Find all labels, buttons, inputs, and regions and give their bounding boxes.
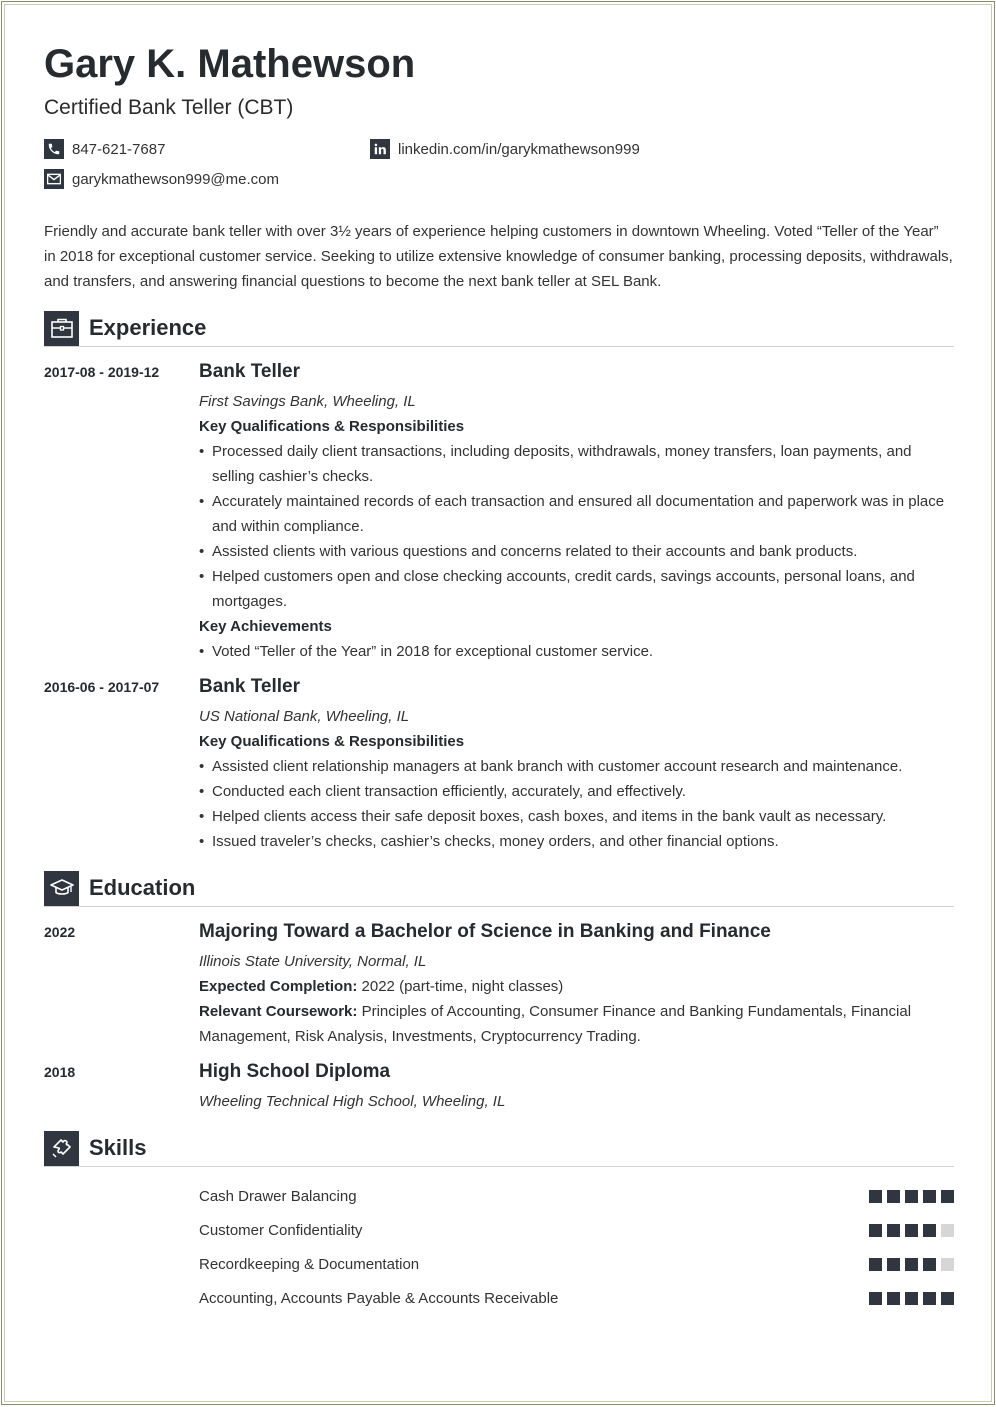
responsibility-list [199,754,954,854]
expected-completion [199,974,954,999]
email-icon [44,169,64,189]
job-employer: US National Bank, Wheeling, IL [199,708,410,725]
candidate-name: Gary K. Mathewson [44,42,416,86]
education-heading: Education [89,875,196,900]
rating-square-filled [905,1258,918,1271]
skill-rating [869,1258,954,1271]
rating-square-filled [887,1292,900,1305]
contact-linkedin [370,139,640,159]
professional-summary: Friendly and accurate bank teller with over 3½ years of experience helping customers in downtown Wheeling. Voted “Teller of the Year” in 2018 for exceptional customer service. Seeking to utilize extensive knowledge of consumer banking, processing deposits, withdrawals, and transfers, and answering financial questions to become the next bank teller at SEL Bank. [44,223,953,290]
candidate-title: Certified Bank Teller (CBT) [44,96,294,119]
job-title: Bank Teller [199,361,301,382]
list-item: • Assisted client relationship managers at bank branch with customer account research and maintenance. [199,754,954,779]
responsibility-list [199,439,954,614]
school-name: Illinois State University, Normal, IL [199,953,427,970]
list-item: • Processed daily client transactions, including deposits, withdrawals, money transfers, loan payments, and selling cashier’s checks. [199,439,954,489]
list-item: • Helped clients access their safe deposit boxes, cash boxes, and items in the bank vault as necessary. [199,804,954,829]
linkedin-icon [370,139,390,159]
rating-square-filled [923,1258,936,1271]
coursework-label: Relevant Coursework: [199,1003,358,1020]
rating-square-filled [887,1258,900,1271]
job-employer: First Savings Bank, Wheeling, IL [199,393,416,410]
skill-name: Cash Drawer Balancing [199,1187,357,1205]
graduation-cap-icon [44,871,79,906]
rating-square-filled [887,1224,900,1237]
job-dates: 2017-08 - 2019-12 [44,364,160,380]
completion-label: Expected Completion: [199,978,358,995]
skill-row [44,1179,954,1213]
skills-heading: Skills [89,1135,147,1160]
education-year: 2018 [44,1064,76,1080]
education-entry [44,1060,954,1114]
rating-square-filled [941,1190,954,1203]
school-name: Wheeling Technical High School, Wheeling, IL [199,1093,506,1110]
completion-value: 2022 (part-time, night classes) [361,978,564,995]
education-section-header [44,870,954,907]
resume-page [1,1,995,1405]
rating-square-filled [923,1292,936,1305]
skill-rating [869,1292,954,1305]
skill-rating [869,1190,954,1203]
list-item: • Accurately maintained records of each transaction and ensured all documentation and paperwork was in place and within compliance. [199,489,954,539]
list-item: • Conducted each client transaction efficiently, accurately, and effectively. [199,779,954,804]
skill-row [44,1213,954,1247]
skill-name: Accounting, Accounts Payable & Accounts Receivable [199,1289,559,1307]
job-dates: 2016-06 - 2017-07 [44,679,160,695]
list-item: • Voted “Teller of the Year” in 2018 for exceptional customer service. [199,639,954,664]
rating-square-filled [869,1258,882,1271]
experience-section-header [44,310,954,347]
achievement-list [199,639,954,664]
experience-entry [44,360,954,664]
skill-rating [869,1224,954,1237]
skill-name: Customer Confidentiality [199,1221,363,1239]
rating-square-filled [923,1224,936,1237]
job-title: Bank Teller [199,676,301,697]
briefcase-icon [44,311,79,346]
skill-row [44,1247,954,1281]
experience-heading: Experience [89,315,207,340]
rating-square-empty [941,1258,954,1271]
list-item: • Assisted clients with various questions and concerns related to their accounts and bank products. [199,539,954,564]
relevant-coursework [199,999,954,1049]
list-item: • Helped customers open and close checking accounts, credit cards, savings accounts, personal loans, and mortgages. [199,564,954,614]
rating-square-filled [869,1224,882,1237]
phone-text: 847-621-7687 [72,140,166,158]
skills-section-header [44,1130,954,1167]
contact-block [44,139,954,219]
education-year: 2022 [44,924,76,940]
qualifications-heading: Key Qualifications & Responsibilities [199,733,465,750]
email-link[interactable]: garykmathewson999@me.com [72,170,279,188]
list-item: • Issued traveler’s checks, cashier’s checks, money orders, and other financial options. [199,829,954,854]
rating-square-empty [941,1224,954,1237]
coursework-value: Principles of Accounting, Consumer Finance and Banking Fundamentals, Financial Management, Risk Analysis, Investments, Cryptocurrency Trading. [199,1003,912,1045]
skill-row [44,1281,954,1315]
degree-title: High School Diploma [199,1061,391,1082]
skill-name: Recordkeeping & Documentation [199,1255,420,1273]
rating-square-filled [869,1292,882,1305]
contact-email [44,169,279,189]
phone-icon [44,139,64,159]
education-entry [44,920,954,1049]
experience-entry [44,675,954,854]
achievements-heading: Key Achievements [199,618,332,635]
puzzle-icon [44,1131,79,1166]
rating-square-filled [887,1190,900,1203]
skills-list [44,1179,954,1315]
rating-square-filled [905,1292,918,1305]
rating-square-filled [869,1190,882,1203]
rating-square-filled [905,1224,918,1237]
resume-content [44,40,954,1315]
rating-square-filled [941,1292,954,1305]
qualifications-heading: Key Qualifications & Responsibilities [199,418,465,435]
degree-title: Majoring Toward a Bachelor of Science in Banking and Finance [199,921,771,942]
contact-phone [44,139,165,159]
rating-square-filled [923,1190,936,1203]
linkedin-link[interactable]: linkedin.com/in/garykmathewson999 [398,140,640,158]
rating-square-filled [905,1190,918,1203]
